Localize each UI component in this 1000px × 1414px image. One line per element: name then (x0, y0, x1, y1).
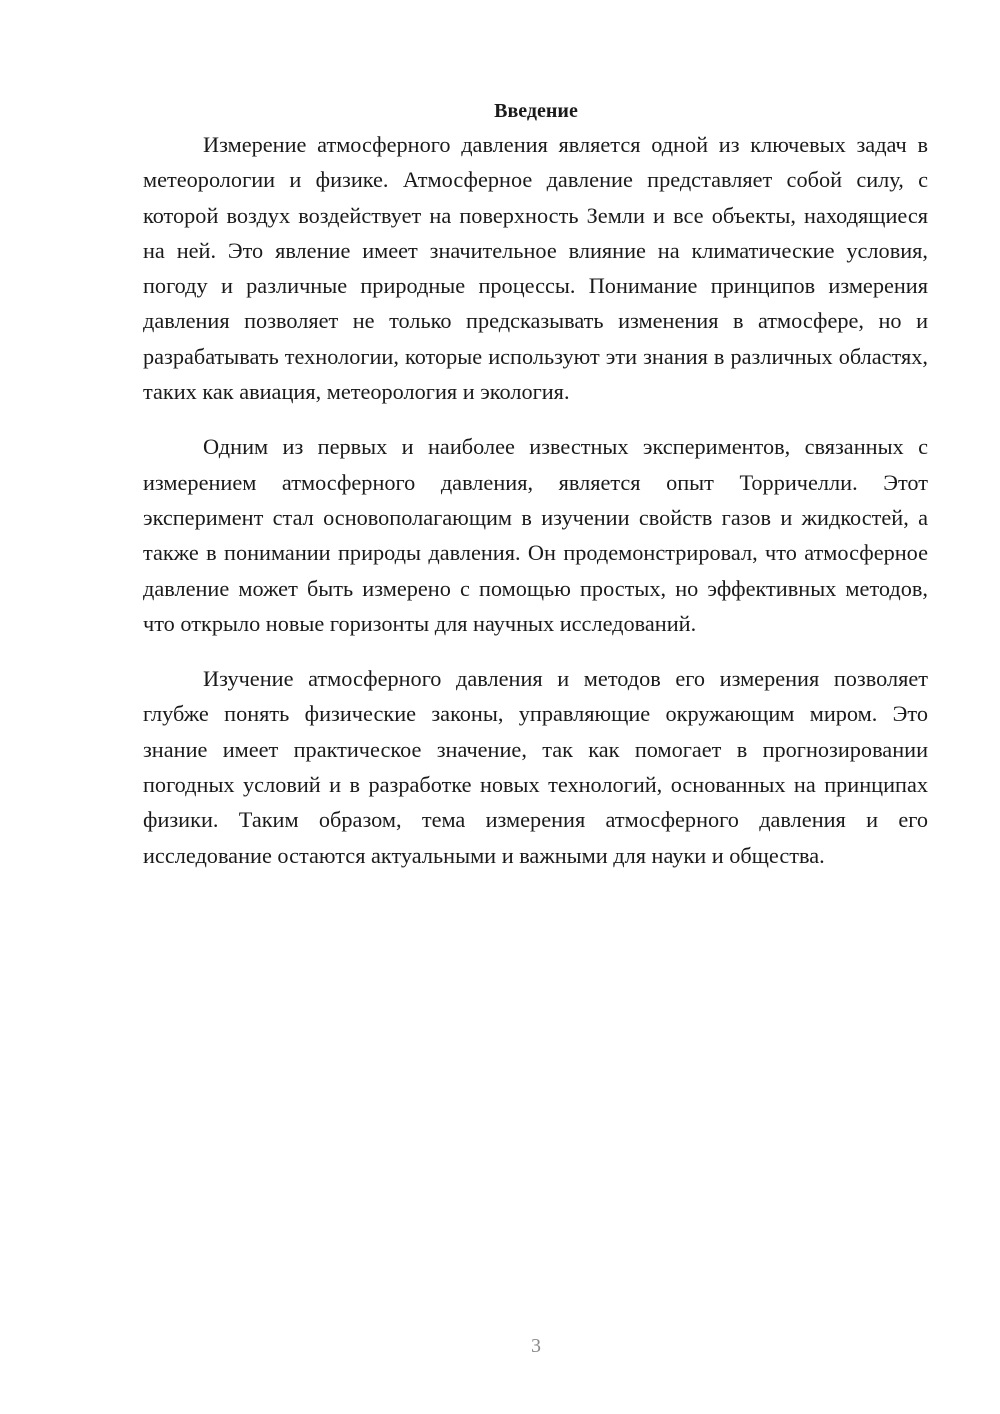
section-heading: Введение (494, 100, 578, 122)
paragraph-2: Одним из первых и наиболее известных экспериментов, связанных с измерением атмосферного давления, является опыт Торричелли. Этот эксперимент стал основополагающим в изучении свойств газов и жидкостей, а также в понимании природы давления. Он продемонстрировал, что атмосферное давление может быть измерено с помощью простых, но эффективных методов, что открыло новые горизонты для научных исследований. (143, 434, 928, 636)
page-number: 3 (531, 1335, 541, 1357)
paragraph-1: Измерение атмосферного давления является одной из ключевых задач в метеорологии и физике. Атмосферное давление представляет собой силу, с которой воздух воздействует на поверхность Земли и все объекты, находящиеся на ней. Это явление имеет значительное влияние на климатические условия, погоду и различные природные процессы. Понимание принципов измерения давления позволяет не только предсказывать изменения в атмосфере, но и разрабатывать технологии, которые используют эти знания в различных областях, таких как авиация, метеорология и экология. (143, 132, 928, 405)
page-content (143, 96, 928, 873)
paragraph-3: Изучение атмосферного давления и методов его измерения позволяет глубже понять физические законы, управляющие окружающим миром. Это знание имеет практическое значение, так как помогает в прогнозировании погодных условий и в разработке новых технологий, основанных на принципах физики. Таким образом, тема измерения атмосферного давления и его исследование остаются актуальными и важными для науки и общества. (143, 666, 928, 868)
